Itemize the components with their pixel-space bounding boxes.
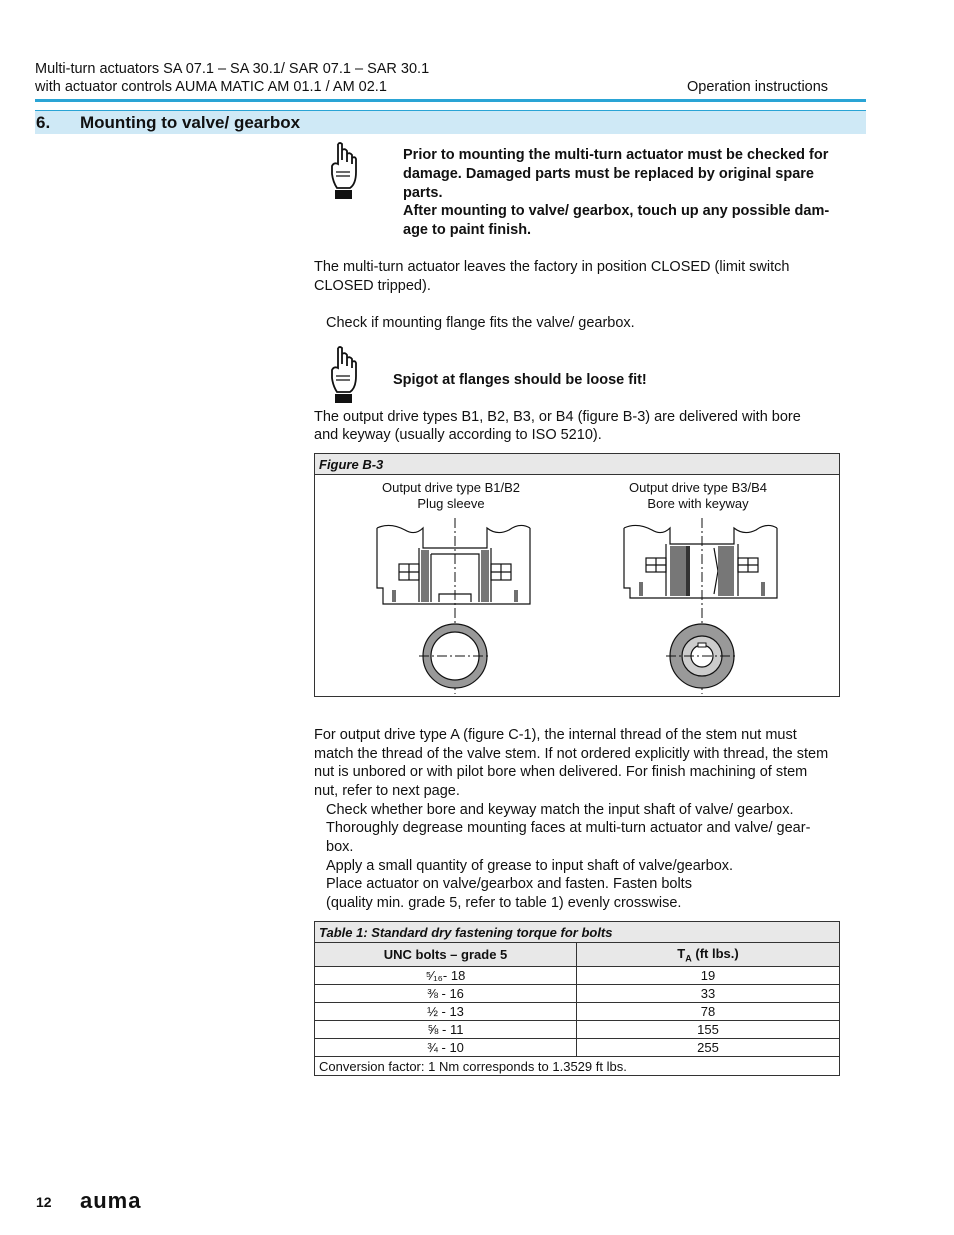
section-heading bbox=[35, 110, 866, 134]
step-place-line2: (quality min. grade 5, refer to table 1) evenly crosswise. bbox=[326, 895, 682, 911]
step-grease: Apply a small quantity of grease to input shaft of valve/gearbox. bbox=[326, 858, 734, 874]
note1-line5: age to paint finish. bbox=[403, 222, 532, 238]
torque-subscript: A bbox=[685, 953, 692, 964]
para2-line1: The output drive types B1, B2, B3, or B4 (figure B-3) are delivered with bore bbox=[314, 409, 801, 425]
step-check-bore: Check whether bore and keyway match the input shaft of valve/ gearbox. bbox=[326, 802, 794, 818]
section-title: Mounting to valve/ gearbox bbox=[80, 113, 301, 132]
note1-line4: After mounting to valve/ gearbox, touch up any possible dam- bbox=[403, 203, 830, 219]
table-header-torque bbox=[577, 943, 840, 967]
figure-caption: Figure B-3 bbox=[315, 454, 839, 475]
figure-left-subtitle: Plug sleeve bbox=[417, 496, 485, 511]
para3-line4: nut, refer to next page. bbox=[314, 783, 460, 799]
step-place-line1: Place actuator on valve/gearbox and fasten. Fasten bolts bbox=[326, 876, 692, 892]
torque-value: 155 bbox=[577, 1021, 840, 1039]
torque-table bbox=[314, 921, 840, 1076]
bolt-size: ¾ - 10 bbox=[315, 1039, 577, 1057]
page-number: 12 bbox=[36, 1194, 52, 1210]
step-degrease-line1: Thoroughly degrease mounting faces at multi-turn actuator and valve/ gear- bbox=[326, 820, 811, 836]
table-row bbox=[315, 1021, 840, 1039]
section-number: 6. bbox=[36, 113, 51, 132]
torque-unit: (ft lbs.) bbox=[691, 945, 739, 961]
header-doc-type: Operation instructions bbox=[687, 79, 829, 95]
table-row bbox=[315, 967, 840, 985]
step-check-flange: Check if mounting flange fits the valve/ gearbox. bbox=[326, 315, 635, 331]
figure-right-subtitle: Bore with keyway bbox=[647, 496, 749, 511]
header-title-line2: with actuator controls AUMA MATIC AM 01.1 / AM 02.1 bbox=[35, 79, 387, 95]
pointing-hand-icon bbox=[328, 346, 360, 406]
table-footer: Conversion factor: 1 Nm corresponds to 1.3529 ft lbs. bbox=[315, 1057, 840, 1076]
para1-line2: CLOSED tripped). bbox=[314, 278, 431, 294]
note1-line3: parts. bbox=[403, 185, 443, 201]
torque-value: 255 bbox=[577, 1039, 840, 1057]
bore-keyway-drawing bbox=[622, 518, 782, 694]
para3-line3: nut is unbored or with pilot bore when delivered. For finish machining of stem bbox=[314, 764, 808, 780]
table-row bbox=[315, 985, 840, 1003]
header-title-line1: Multi-turn actuators SA 07.1 – SA 30.1/ SAR 07.1 – SAR 30.1 bbox=[35, 61, 430, 77]
table-row bbox=[315, 1039, 840, 1057]
figure-b3 bbox=[314, 453, 840, 697]
note1-line1: Prior to mounting the multi-turn actuator must be checked for bbox=[403, 147, 829, 163]
auma-logo-text: auma bbox=[80, 1190, 142, 1212]
header-rule bbox=[35, 99, 866, 102]
table-row bbox=[315, 1003, 840, 1021]
torque-value: 78 bbox=[577, 1003, 840, 1021]
note1-line2: damage. Damaged parts must be replaced by original spare bbox=[403, 166, 814, 182]
torque-symbol: T bbox=[677, 945, 686, 961]
torque-value: 19 bbox=[577, 967, 840, 985]
figure-right-title: Output drive type B3/B4 bbox=[628, 480, 768, 495]
torque-value: 33 bbox=[577, 985, 840, 1003]
bolt-size: ⁵⁄₁₆- 18 bbox=[315, 967, 577, 985]
figure-left-title: Output drive type B1/B2 bbox=[381, 480, 521, 495]
table-header-bolts: UNC bolts – grade 5 bbox=[315, 943, 577, 967]
plug-sleeve-drawing bbox=[375, 518, 535, 694]
auma-logo bbox=[80, 1190, 152, 1212]
bolt-size: ⅝ - 11 bbox=[315, 1021, 577, 1039]
step-degrease-line2: box. bbox=[326, 839, 354, 855]
pointing-hand-icon bbox=[328, 142, 360, 202]
para1-line1: The multi-turn actuator leaves the factory in position CLOSED (limit switch bbox=[314, 259, 790, 275]
para3-line1: For output drive type A (figure C-1), the internal thread of the stem nut must bbox=[314, 727, 797, 743]
table-caption: Table 1: Standard dry fastening torque for bolts bbox=[315, 922, 840, 943]
para2-line2: and keyway (usually according to ISO 5210). bbox=[314, 427, 602, 443]
bolt-size: ⅜ - 16 bbox=[315, 985, 577, 1003]
note2-text: Spigot at flanges should be loose fit! bbox=[393, 372, 647, 388]
para3-line2: match the thread of the valve stem. If not ordered explicitly with thread, the stem bbox=[314, 746, 829, 762]
bolt-size: ½ - 13 bbox=[315, 1003, 577, 1021]
